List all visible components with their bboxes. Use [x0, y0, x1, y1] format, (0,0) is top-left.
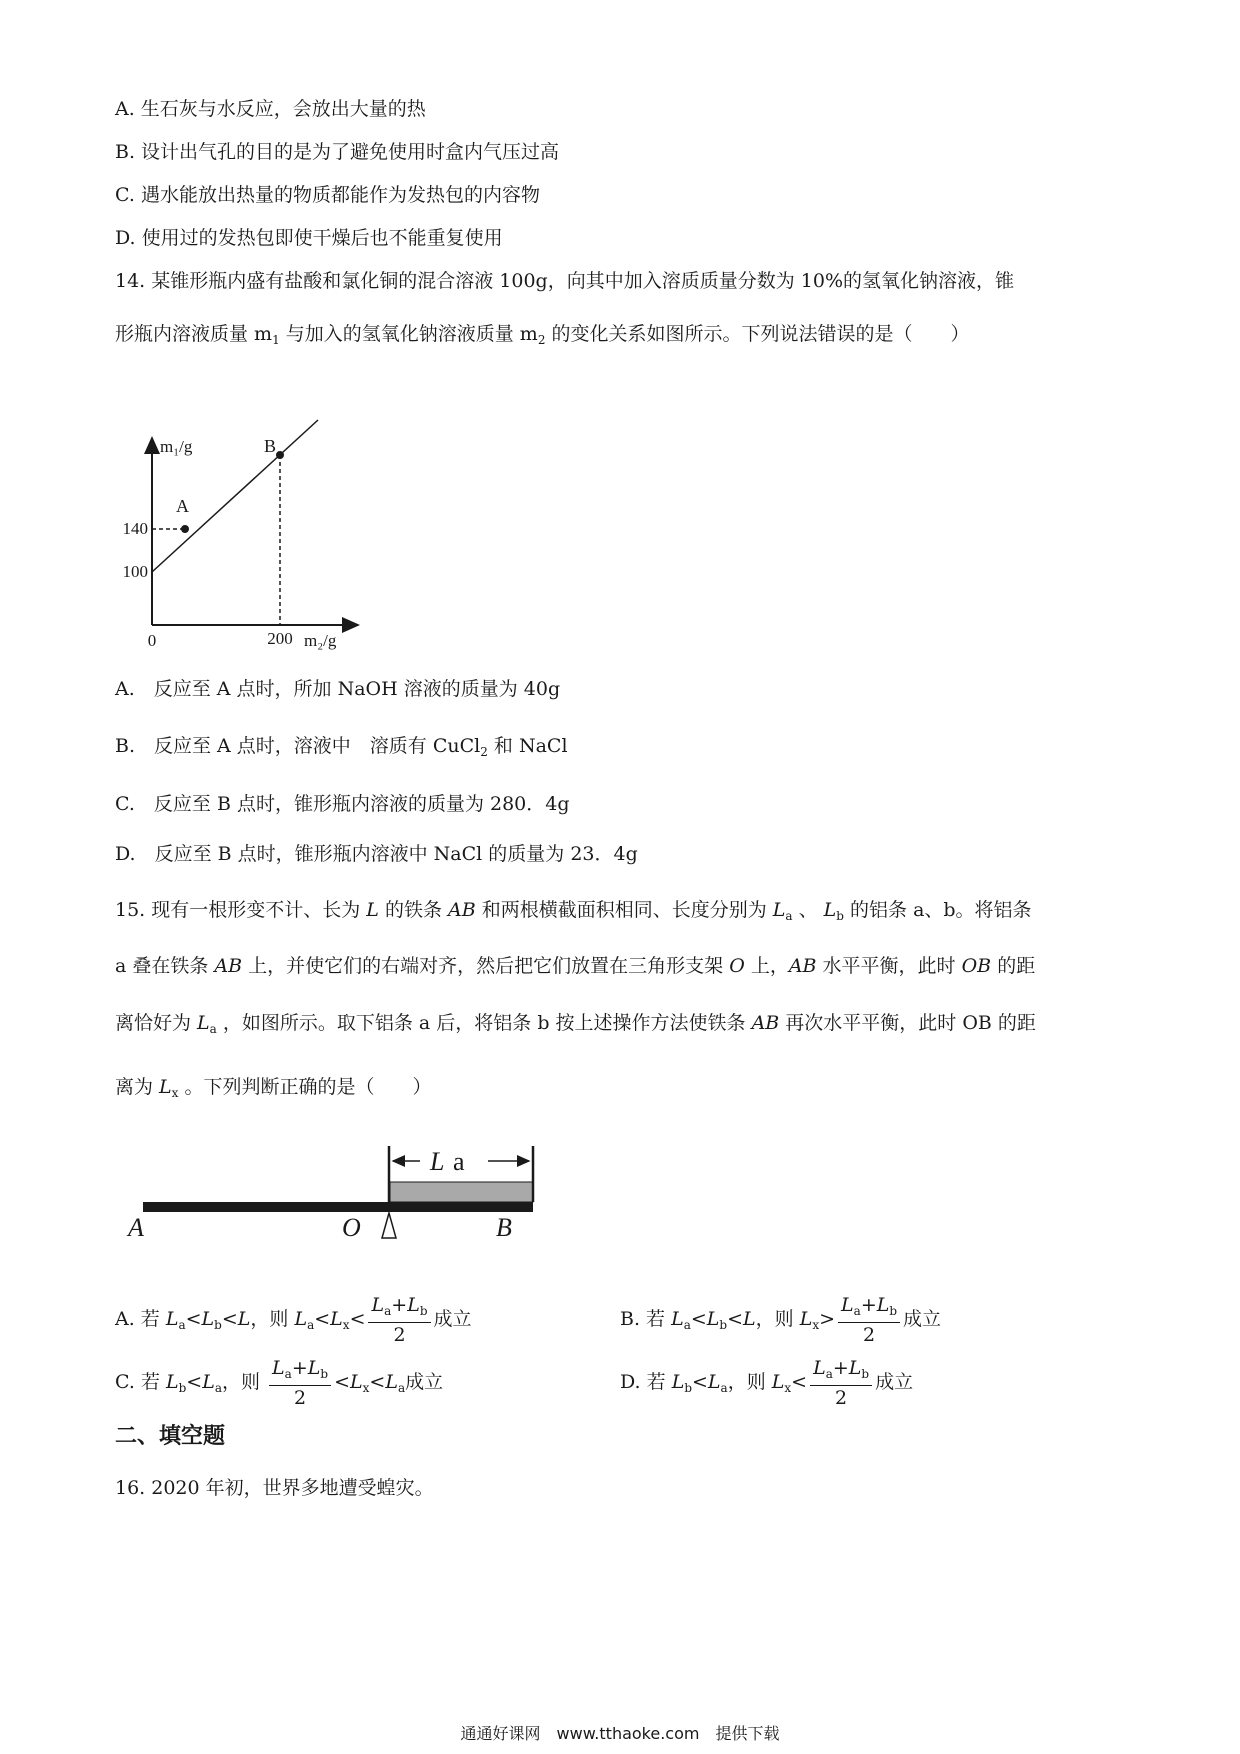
length-label-a: a — [453, 1147, 465, 1176]
x-tick-0: 0 — [147, 631, 157, 650]
point-b-label: B — [264, 436, 277, 456]
y-tick-100: 100 — [122, 562, 148, 581]
q16-stem: 16. 2020 年初，世界多地遭受蝗灾。 — [115, 1477, 434, 1499]
iron-bar — [143, 1202, 533, 1212]
y-axis-label: m₁/g — [160, 437, 193, 456]
x-axis-label: m₂/g — [304, 631, 337, 650]
q15-option-b: B. 若 $L_a<L_b<L$，则 $L_x>$ $\frac{L_a+L_b}{2}$ 成立 — [620, 1294, 942, 1346]
x-tick-200: 200 — [267, 629, 293, 648]
length-label-L: L — [430, 1147, 445, 1176]
point-a-label: A — [176, 496, 189, 516]
q14-stem-line2: 形瓶内溶液质量 $m_1$ 与加入的氢氧化钠溶液质量 $m_2$ 的变化关系如图所示。下列说法错误的是（ ） — [115, 323, 970, 347]
q15-option-c: C. 若 $L_b<L_a$，则 $\frac{L_a+L_b}{2}$ $<L_x<L_a$成立 — [115, 1357, 444, 1409]
q13-option-c: C. 遇水能放出热量的物质都能作为发热包的内容物 — [115, 184, 540, 206]
q15-stem-line3: 离恰好为 $L_a$ ，如图所示。取下铝条 a 后，将铝条 b 按上述操作方法使铁条 AB 再次水平平衡，此时 OB 的距 — [115, 1012, 1036, 1036]
label-B: B — [496, 1213, 512, 1242]
q13-option-d: D. 使用过的发热包即使干燥后也不能重复使用 — [115, 227, 503, 249]
q14-option-b: B. 反应至 A 点时，溶液中 溶质有 CuCl$_2$ 和 NaCl — [115, 735, 568, 759]
q13-option-a: A. 生石灰与水反应，会放出大量的热 — [115, 98, 426, 120]
q15-option-a: A. 若 $L_a<L_b<L$，则 $L_a<L_x<$ $\frac{L_a+L_b}{2}$ 成立 — [115, 1294, 472, 1346]
q15-stem-line4: 离为 $L_x$ 。下列判断正确的是（ ） — [115, 1076, 432, 1100]
q13-option-b: B. 设计出气孔的目的是为了避免使用时盒内气压过高 — [115, 141, 560, 163]
point-b-dot — [276, 451, 284, 459]
label-O: O — [342, 1213, 361, 1242]
fulcrum-triangle — [382, 1213, 396, 1238]
q14-graph — [100, 400, 380, 660]
q15-lever-figure — [120, 1140, 540, 1250]
y-tick-140: 140 — [122, 519, 148, 538]
section-heading: 二、填空题 — [115, 1423, 226, 1449]
aluminum-strip-a — [390, 1182, 533, 1202]
page-footer: 通通好课网 www.tthaoke.com 提供下载 — [460, 1724, 780, 1743]
q14-option-d: D. 反应至 B 点时，锥形瓶内溶液中 NaCl 的质量为 23．4g — [115, 843, 638, 865]
label-A: A — [128, 1213, 144, 1242]
q15-stem-line2: a 叠在铁条 AB 上，并使它们的右端对齐，然后把它们放置在三角形支架 O 上，AB 水平平衡，此时 OB 的距 — [115, 955, 1036, 977]
q14-option-a: A. 反应至 A 点时，所加 NaOH 溶液的质量为 40g — [115, 678, 561, 700]
point-a-dot — [181, 525, 189, 533]
q14-option-c: C. 反应至 B 点时，锥形瓶内溶液的质量为 280．4g — [115, 793, 570, 815]
q14-stem-line1: 14. 某锥形瓶内盛有盐酸和氯化铜的混合溶液 100g，向其中加入溶质质量分数为 10%的氢氧化钠溶液，锥 — [115, 270, 1014, 292]
q15-option-d: D. 若 $L_b<L_a$，则 $L_x<$ $\frac{L_a+L_b}{2}$ 成立 — [620, 1357, 914, 1409]
q15-stem-line1: 15. 现有一根形变不计、长为 L 的铁条 AB 和两根横截面积相同、长度分别为 $L_a$ 、 $L_b$ 的铝条 a、b。将铝条 — [115, 899, 1032, 923]
